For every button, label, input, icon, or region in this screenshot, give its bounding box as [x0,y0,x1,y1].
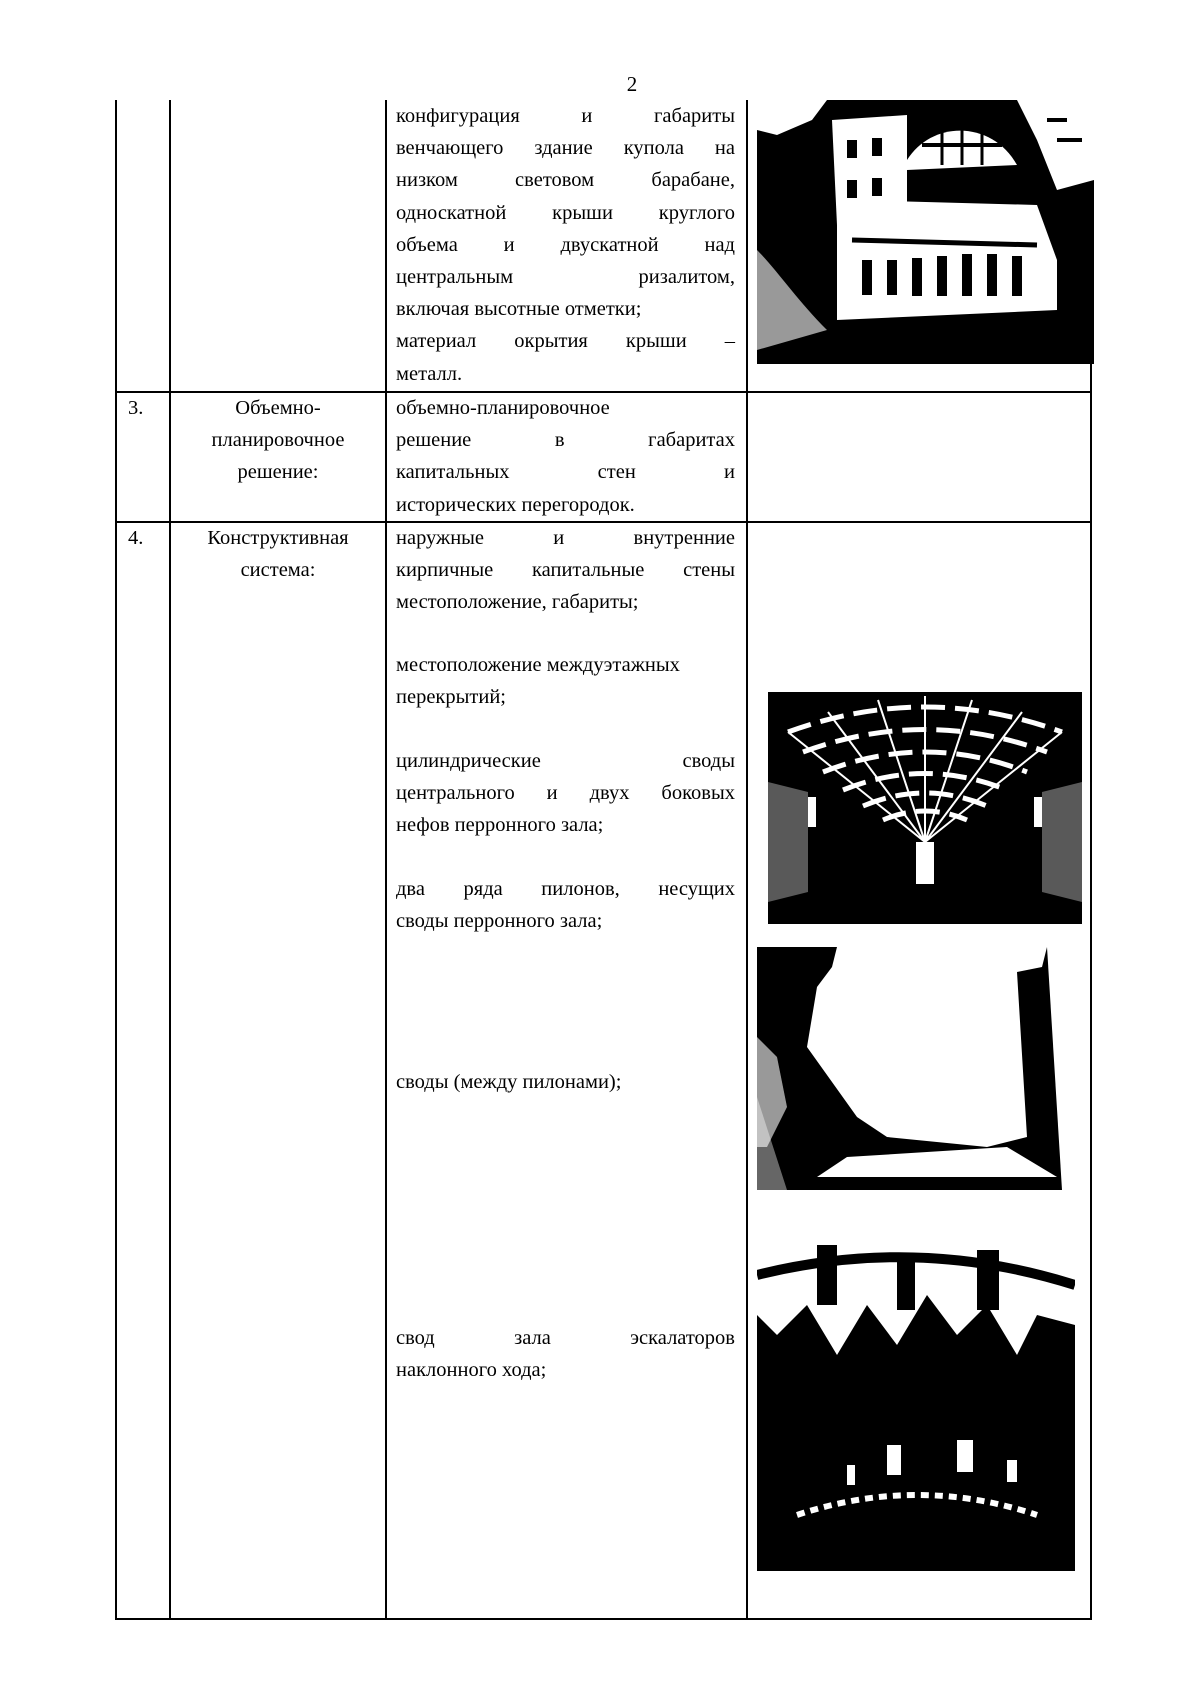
name-line: Конструктивная [207,527,349,549]
roof-description [396,100,735,390]
item-pylon-vaults [396,1066,735,1098]
item-pylons [396,873,735,937]
row-name-3 [171,392,385,489]
name-line: система: [240,559,316,582]
desc-line: низком световом барабане, [396,169,735,192]
desc-line: материал окрытия крыши – [396,330,735,353]
desc-line: включая высотные отметки; [396,298,642,321]
item-walls [396,522,735,619]
row-description-3 [396,392,735,521]
desc-line: наружные и внутренние [396,527,735,549]
row-number-3: 3. [128,397,144,419]
desc-line: центрального и двух боковых [396,782,735,805]
desc-line: объема и двускатной над [396,233,735,256]
name-line: решение: [237,461,319,484]
item-vaults [396,745,735,842]
escalator-vault-photo [757,1215,1075,1571]
row-number-4: 4. [128,527,144,549]
desc-line: своды (между пилонами); [396,1071,622,1093]
desc-line: конфигурация и габариты [396,105,735,127]
building-dome-photo [757,100,1094,364]
desc-line: односкатной крыши круглого [396,201,735,224]
desc-line: центральным ризалитом, [396,266,735,289]
desc-line: исторических перегородок. [396,493,635,516]
desc-line: местоположение, габариты; [396,591,639,614]
pylon-vault-photo [757,947,1081,1190]
name-line: Объемно- [235,397,321,419]
desc-line: перекрытий; [396,686,506,709]
desc-line: капитальных стен и [396,461,735,484]
desc-line: объемно-планировочное [396,397,610,419]
desc-line: металл. [396,362,463,385]
desc-line: венчающего здание купола на [396,137,735,160]
platform-hall-photo [768,692,1082,924]
item-floors [396,649,735,713]
desc-line: решение в габаритах [396,429,735,452]
desc-line: цилиндрические своды [396,750,735,772]
page-number: 2 [626,72,638,96]
desc-line: своды перронного зала; [396,910,603,933]
desc-line: местоположение междуэтажных [396,654,680,676]
desc-line: свод зала эскалаторов [396,1327,735,1349]
desc-line: кирпичные капитальные стены [396,559,735,582]
item-escalator-vault [396,1322,735,1386]
name-line: планировочное [211,429,345,452]
row-name-4 [171,522,385,586]
desc-line: два ряда пилонов, несущих [396,878,735,900]
desc-line: нефов перронного зала; [396,814,604,837]
desc-line: наклонного хода; [396,1359,547,1382]
